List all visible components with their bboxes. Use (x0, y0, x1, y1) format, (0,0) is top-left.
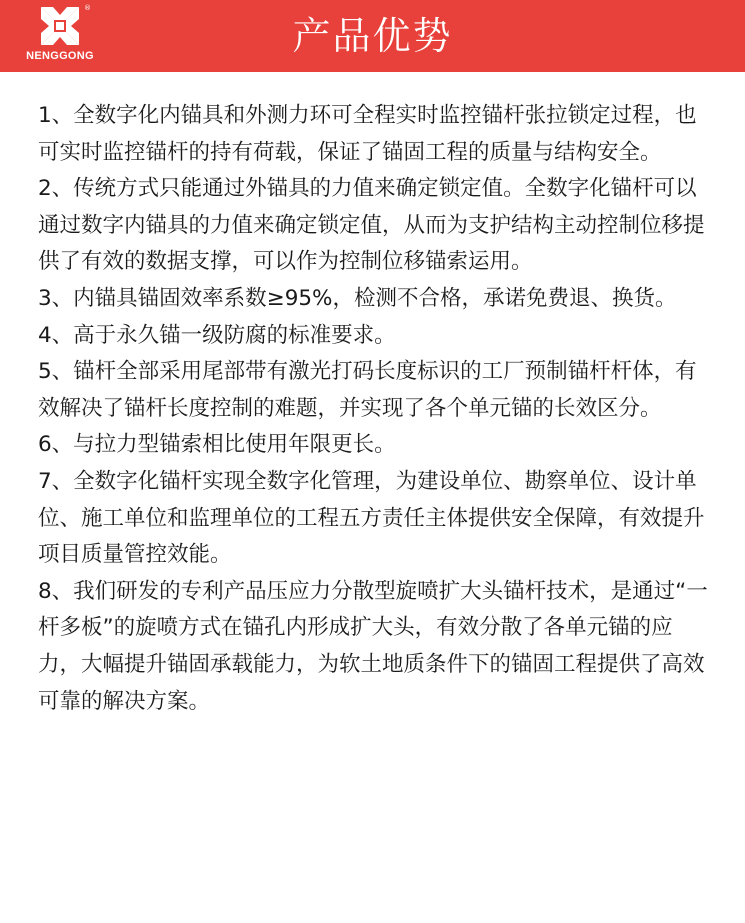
advantage-item-4: 4、高于永久锚一级防腐的标准要求。 (38, 322, 396, 348)
advantage-item-8: 8、我们研发的专利产品压应力分散型旋喷扩大头锚杆技术，是通过“一杆多板”的旋喷方式在锚孔内形成扩大头，有效分散了各单元锚的应力，大幅提升锚固承载能力，为软土地质条件下的锚固工程提供了高效可靠的解决方案。 (38, 578, 708, 714)
logo-text: NENGGONG (26, 50, 94, 62)
advantage-item-3: 3、内锚具锚固效率系数≥95%，检测不合格，承诺免费退、换货。 (38, 285, 677, 311)
advantage-item-7: 7、全数字化锚杆实现全数字化管理，为建设单位、勘察单位、设计单位、施工单位和监理单位的工程五方责任主体提供安全保障，有效提升项目质量管控效能。 (38, 468, 705, 568)
page-title: 产品优势 (292, 14, 453, 58)
header-banner (0, 0, 745, 72)
advantage-item-5: 5、锚杆全部采用尾部带有激光打码长度标识的工厂预制锚杆杆体，有效解决了锚杆长度控制的难题，并实现了各个单元锚的长效区分。 (38, 359, 697, 421)
registered-mark: ® (84, 4, 91, 12)
advantage-item-2: 2、传统方式只能通过外锚具的力值来确定锁定值。全数字化锚杆可以通过数字内锚具的力值来确定锁定值，从而为支护结构主动控制位移提供了有效的数据支撑，可以作为控制位移锚索运用。 (38, 176, 705, 275)
advantage-item-6: 6、与拉力型锚索相比使用年限更长。 (38, 432, 396, 458)
advantage-item-1: 1、全数字化内锚具和外测力环可全程实时监控锚杆张拉锁定过程，也可实时监控锚杆的持有荷载，保证了锚固工程的质量与结构安全。 (38, 103, 697, 165)
advantages-list (38, 98, 710, 720)
